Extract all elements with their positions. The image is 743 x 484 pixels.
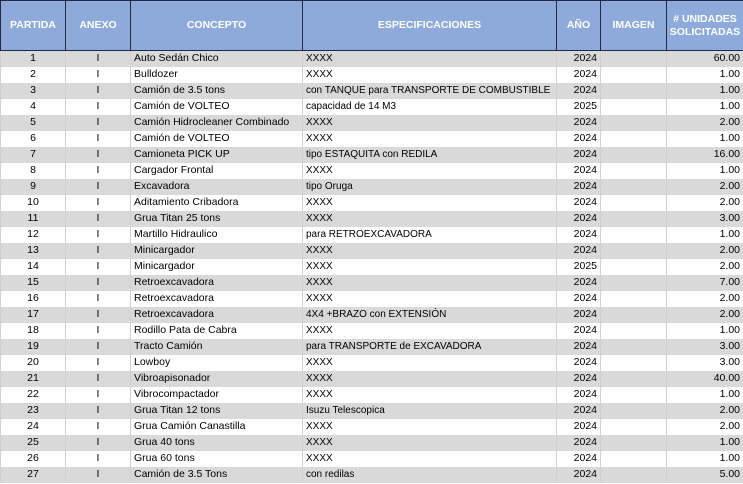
cell-anexo[interactable]: I bbox=[66, 355, 131, 371]
header-unidades-line1: # UNIDADES bbox=[673, 12, 737, 25]
header-unidades-line2: SOLICITADAS bbox=[669, 25, 741, 38]
header-partida: PARTIDA bbox=[1, 1, 66, 51]
cell-anexo[interactable]: I bbox=[66, 115, 131, 131]
cell-anexo[interactable]: I bbox=[66, 67, 131, 83]
cell-partida[interactable]: 12 bbox=[1, 227, 66, 243]
table-row bbox=[1, 131, 743, 147]
cell-anio[interactable]: 2025 bbox=[557, 259, 601, 275]
cell-concepto[interactable]: Vibrocompactador bbox=[131, 387, 303, 403]
cell-concepto[interactable]: Aditamiento Cribadora bbox=[131, 195, 303, 211]
table-row bbox=[1, 147, 743, 163]
cell-partida[interactable]: 3 bbox=[1, 83, 66, 99]
header-imagen: IMAGEN bbox=[601, 1, 667, 51]
cell-unidades[interactable]: 1.00 bbox=[667, 67, 743, 83]
cell-anio[interactable]: 2024 bbox=[557, 403, 601, 419]
cell-concepto[interactable]: Bulldozer bbox=[131, 67, 303, 83]
cell-especificaciones[interactable]: XXXX bbox=[303, 131, 557, 147]
cell-concepto[interactable]: Camión de VOLTEO bbox=[131, 131, 303, 147]
cell-unidades[interactable]: 2.00 bbox=[667, 403, 743, 419]
cell-especificaciones[interactable]: para TRANSPORTE de EXCAVADORA bbox=[303, 339, 557, 355]
table-row bbox=[1, 451, 743, 467]
cell-especificaciones[interactable]: XXXX bbox=[303, 355, 557, 371]
table-row bbox=[1, 387, 743, 403]
cell-imagen[interactable] bbox=[601, 387, 667, 403]
cell-unidades[interactable]: 2.00 bbox=[667, 419, 743, 435]
cell-unidades[interactable]: 16.00 bbox=[667, 147, 743, 163]
cell-anexo[interactable]: I bbox=[66, 163, 131, 179]
table-row bbox=[1, 259, 743, 275]
cell-unidades[interactable]: 1.00 bbox=[667, 435, 743, 451]
cell-unidades[interactable]: 2.00 bbox=[667, 179, 743, 195]
table-row bbox=[1, 83, 743, 99]
header-especificaciones: ESPECIFICACIONES bbox=[303, 1, 557, 51]
header-concepto: CONCEPTO bbox=[131, 1, 303, 51]
table-row bbox=[1, 339, 743, 355]
cell-imagen[interactable] bbox=[601, 291, 667, 307]
cell-partida[interactable]: 4 bbox=[1, 99, 66, 115]
cell-concepto[interactable]: Lowboy bbox=[131, 355, 303, 371]
cell-especificaciones[interactable]: XXXX bbox=[303, 195, 557, 211]
cell-anio[interactable]: 2024 bbox=[557, 371, 601, 387]
cell-anio[interactable]: 2024 bbox=[557, 291, 601, 307]
cell-especificaciones[interactable]: tipo Oruga bbox=[303, 179, 557, 195]
header-unidades bbox=[667, 1, 743, 51]
table-body bbox=[1, 51, 743, 483]
cell-anexo[interactable]: I bbox=[66, 131, 131, 147]
cell-imagen[interactable] bbox=[601, 323, 667, 339]
cell-anio[interactable]: 2024 bbox=[557, 83, 601, 99]
cell-imagen[interactable] bbox=[601, 83, 667, 99]
cell-anexo[interactable]: I bbox=[66, 99, 131, 115]
cell-partida[interactable]: 24 bbox=[1, 419, 66, 435]
cell-anexo[interactable]: I bbox=[66, 371, 131, 387]
cell-concepto[interactable]: Retroexcavadora bbox=[131, 291, 303, 307]
cell-anio[interactable]: 2024 bbox=[557, 179, 601, 195]
cell-concepto[interactable]: Grua Camión Canastilla bbox=[131, 419, 303, 435]
cell-partida[interactable]: 6 bbox=[1, 131, 66, 147]
cell-partida[interactable]: 23 bbox=[1, 403, 66, 419]
cell-anio[interactable]: 2024 bbox=[557, 435, 601, 451]
cell-unidades[interactable]: 1.00 bbox=[667, 387, 743, 403]
cell-unidades[interactable]: 3.00 bbox=[667, 211, 743, 227]
cell-partida[interactable]: 21 bbox=[1, 371, 66, 387]
cell-unidades[interactable]: 60.00 bbox=[667, 51, 743, 67]
table-row bbox=[1, 307, 743, 323]
cell-anio[interactable]: 2024 bbox=[557, 115, 601, 131]
cell-anio[interactable]: 2024 bbox=[557, 195, 601, 211]
cell-partida[interactable]: 1 bbox=[1, 51, 66, 67]
cell-anio[interactable]: 2024 bbox=[557, 339, 601, 355]
cell-concepto[interactable]: Excavadora bbox=[131, 179, 303, 195]
cell-anexo[interactable]: I bbox=[66, 83, 131, 99]
cell-especificaciones[interactable]: XXXX bbox=[303, 451, 557, 467]
table-row bbox=[1, 179, 743, 195]
cell-unidades[interactable]: 1.00 bbox=[667, 99, 743, 115]
cell-concepto[interactable]: Vibroapisonador bbox=[131, 371, 303, 387]
cell-unidades[interactable]: 3.00 bbox=[667, 355, 743, 371]
cell-anexo[interactable]: I bbox=[66, 195, 131, 211]
cell-anio[interactable]: 2024 bbox=[557, 467, 601, 483]
cell-concepto[interactable]: Retroexcavadora bbox=[131, 275, 303, 291]
cell-concepto[interactable]: Minicargador bbox=[131, 259, 303, 275]
cell-unidades[interactable]: 1.00 bbox=[667, 227, 743, 243]
cell-anexo[interactable]: I bbox=[66, 387, 131, 403]
cell-unidades[interactable]: 7.00 bbox=[667, 275, 743, 291]
cell-unidades[interactable]: 2.00 bbox=[667, 307, 743, 323]
cell-anexo[interactable]: I bbox=[66, 243, 131, 259]
cell-especificaciones[interactable]: XXXX bbox=[303, 115, 557, 131]
cell-imagen[interactable] bbox=[601, 467, 667, 483]
cell-anio[interactable]: 2024 bbox=[557, 147, 601, 163]
cell-anexo[interactable]: I bbox=[66, 323, 131, 339]
cell-partida[interactable]: 8 bbox=[1, 163, 66, 179]
cell-concepto[interactable]: Grua Titan 25 tons bbox=[131, 211, 303, 227]
cell-especificaciones[interactable]: XXXX bbox=[303, 419, 557, 435]
cell-imagen[interactable] bbox=[601, 259, 667, 275]
header-anexo: ANEXO bbox=[66, 1, 131, 51]
cell-anio[interactable]: 2025 bbox=[557, 99, 601, 115]
cell-anexo[interactable]: I bbox=[66, 211, 131, 227]
cell-partida[interactable]: 15 bbox=[1, 275, 66, 291]
cell-anexo[interactable]: I bbox=[66, 147, 131, 163]
cell-imagen[interactable] bbox=[601, 451, 667, 467]
cell-partida[interactable]: 11 bbox=[1, 211, 66, 227]
table-row bbox=[1, 275, 743, 291]
cell-imagen[interactable] bbox=[601, 307, 667, 323]
cell-unidades[interactable]: 2.00 bbox=[667, 259, 743, 275]
cell-anio[interactable]: 2024 bbox=[557, 323, 601, 339]
cell-partida[interactable]: 14 bbox=[1, 259, 66, 275]
cell-especificaciones[interactable]: XXXX bbox=[303, 371, 557, 387]
cell-especificaciones[interactable]: con redilas bbox=[303, 467, 557, 483]
cell-imagen[interactable] bbox=[601, 243, 667, 259]
cell-concepto[interactable]: Grua 60 tons bbox=[131, 451, 303, 467]
table-row bbox=[1, 211, 743, 227]
cell-anio[interactable]: 2024 bbox=[557, 67, 601, 83]
cell-imagen[interactable] bbox=[601, 147, 667, 163]
cell-anexo[interactable]: I bbox=[66, 259, 131, 275]
cell-concepto[interactable]: Minicargador bbox=[131, 243, 303, 259]
cell-imagen[interactable] bbox=[601, 211, 667, 227]
cell-imagen[interactable] bbox=[601, 403, 667, 419]
cell-unidades[interactable]: 1.00 bbox=[667, 131, 743, 147]
cell-imagen[interactable] bbox=[601, 371, 667, 387]
cell-partida[interactable]: 26 bbox=[1, 451, 66, 467]
cell-anio[interactable]: 2024 bbox=[557, 243, 601, 259]
cell-anexo[interactable]: I bbox=[66, 227, 131, 243]
cell-partida[interactable]: 13 bbox=[1, 243, 66, 259]
cell-anexo[interactable]: I bbox=[66, 467, 131, 483]
cell-unidades[interactable]: 1.00 bbox=[667, 451, 743, 467]
cell-especificaciones[interactable]: XXXX bbox=[303, 275, 557, 291]
cell-unidades[interactable]: 2.00 bbox=[667, 115, 743, 131]
table-row bbox=[1, 419, 743, 435]
cell-unidades[interactable]: 3.00 bbox=[667, 339, 743, 355]
cell-especificaciones[interactable]: XXXX bbox=[303, 211, 557, 227]
cell-anexo[interactable]: I bbox=[66, 179, 131, 195]
cell-concepto[interactable]: Grua 40 tons bbox=[131, 435, 303, 451]
cell-anio[interactable]: 2024 bbox=[557, 227, 601, 243]
cell-unidades[interactable]: 5.00 bbox=[667, 467, 743, 483]
cell-especificaciones[interactable]: 4X4 +BRAZO con EXTENSIÓN bbox=[303, 307, 557, 323]
cell-partida[interactable]: 20 bbox=[1, 355, 66, 371]
cell-partida[interactable]: 9 bbox=[1, 179, 66, 195]
table-row bbox=[1, 435, 743, 451]
table-row bbox=[1, 51, 743, 67]
cell-concepto[interactable]: Tracto Camión bbox=[131, 339, 303, 355]
cell-imagen[interactable] bbox=[601, 99, 667, 115]
cell-anexo[interactable]: I bbox=[66, 339, 131, 355]
cell-imagen[interactable] bbox=[601, 419, 667, 435]
cell-partida[interactable]: 25 bbox=[1, 435, 66, 451]
cell-partida[interactable]: 10 bbox=[1, 195, 66, 211]
cell-especificaciones[interactable]: XXXX bbox=[303, 243, 557, 259]
cell-especificaciones[interactable]: XXXX bbox=[303, 163, 557, 179]
cell-anio[interactable]: 2024 bbox=[557, 387, 601, 403]
cell-imagen[interactable] bbox=[601, 131, 667, 147]
table-row bbox=[1, 403, 743, 419]
table-row bbox=[1, 323, 743, 339]
table-row bbox=[1, 243, 743, 259]
table-row bbox=[1, 115, 743, 131]
cell-especificaciones[interactable]: XXXX bbox=[303, 259, 557, 275]
cell-especificaciones[interactable]: XXXX bbox=[303, 435, 557, 451]
cell-partida[interactable]: 5 bbox=[1, 115, 66, 131]
cell-especificaciones[interactable]: para RETROEXCAVADORA bbox=[303, 227, 557, 243]
cell-unidades[interactable]: 1.00 bbox=[667, 163, 743, 179]
cell-concepto[interactable]: Rodillo Pata de Cabra bbox=[131, 323, 303, 339]
cell-anio[interactable]: 2024 bbox=[557, 451, 601, 467]
cell-imagen[interactable] bbox=[601, 67, 667, 83]
cell-unidades[interactable]: 40.00 bbox=[667, 371, 743, 387]
table-row bbox=[1, 371, 743, 387]
cell-especificaciones[interactable]: XXXX bbox=[303, 387, 557, 403]
table-row bbox=[1, 227, 743, 243]
cell-anexo[interactable]: I bbox=[66, 275, 131, 291]
table-row bbox=[1, 291, 743, 307]
cell-imagen[interactable] bbox=[601, 339, 667, 355]
cell-anio[interactable]: 2024 bbox=[557, 163, 601, 179]
table-row bbox=[1, 467, 743, 483]
cell-anexo[interactable]: I bbox=[66, 451, 131, 467]
cell-especificaciones[interactable]: tipo ESTAQUITA con REDILA bbox=[303, 147, 557, 163]
cell-partida[interactable]: 17 bbox=[1, 307, 66, 323]
cell-concepto[interactable]: Camioneta PICK UP bbox=[131, 147, 303, 163]
cell-anio[interactable]: 2024 bbox=[557, 211, 601, 227]
table-row bbox=[1, 99, 743, 115]
cell-especificaciones[interactable]: XXXX bbox=[303, 323, 557, 339]
header-anio: AÑO bbox=[557, 1, 601, 51]
table-row bbox=[1, 355, 743, 371]
cell-partida[interactable]: 7 bbox=[1, 147, 66, 163]
cell-partida[interactable]: 18 bbox=[1, 323, 66, 339]
cell-especificaciones[interactable]: XXXX bbox=[303, 291, 557, 307]
cell-concepto[interactable]: Retroexcavadora bbox=[131, 307, 303, 323]
cell-imagen[interactable] bbox=[601, 163, 667, 179]
cell-anexo[interactable]: I bbox=[66, 403, 131, 419]
cell-imagen[interactable] bbox=[601, 435, 667, 451]
cell-imagen[interactable] bbox=[601, 115, 667, 131]
cell-concepto[interactable]: Camión Hidrocleaner Combinado bbox=[131, 115, 303, 131]
cell-especificaciones[interactable]: XXXX bbox=[303, 67, 557, 83]
table-header bbox=[1, 1, 743, 51]
cell-unidades[interactable]: 2.00 bbox=[667, 243, 743, 259]
cell-especificaciones[interactable]: con TANQUE para TRANSPORTE DE COMBUSTIBLE bbox=[303, 83, 557, 99]
cell-concepto[interactable]: Camión de 3.5 Tons bbox=[131, 467, 303, 483]
cell-concepto[interactable]: Cargador Frontal bbox=[131, 163, 303, 179]
cell-anexo[interactable]: I bbox=[66, 291, 131, 307]
cell-unidades[interactable]: 2.00 bbox=[667, 291, 743, 307]
cell-concepto[interactable]: Grua Titan 12 tons bbox=[131, 403, 303, 419]
table-row bbox=[1, 67, 743, 83]
cell-imagen[interactable] bbox=[601, 227, 667, 243]
cell-anio[interactable]: 2024 bbox=[557, 355, 601, 371]
cell-concepto[interactable]: Camión de 3.5 tons bbox=[131, 83, 303, 99]
header-row bbox=[1, 1, 743, 51]
cell-unidades[interactable]: 1.00 bbox=[667, 83, 743, 99]
cell-anexo[interactable]: I bbox=[66, 419, 131, 435]
cell-partida[interactable]: 22 bbox=[1, 387, 66, 403]
cell-imagen[interactable] bbox=[601, 179, 667, 195]
cell-concepto[interactable]: Auto Sedán Chico bbox=[131, 51, 303, 67]
cell-especificaciones[interactable]: XXXX bbox=[303, 51, 557, 67]
cell-partida[interactable]: 27 bbox=[1, 467, 66, 483]
cell-anexo[interactable]: I bbox=[66, 435, 131, 451]
cell-concepto[interactable]: Martillo Hidraulico bbox=[131, 227, 303, 243]
cell-imagen[interactable] bbox=[601, 275, 667, 291]
cell-partida[interactable]: 19 bbox=[1, 339, 66, 355]
cell-imagen[interactable] bbox=[601, 195, 667, 211]
cell-imagen[interactable] bbox=[601, 355, 667, 371]
cell-unidades[interactable]: 2.00 bbox=[667, 195, 743, 211]
cell-concepto[interactable]: Camión de VOLTEO bbox=[131, 99, 303, 115]
cell-anio[interactable]: 2024 bbox=[557, 419, 601, 435]
cell-anio[interactable]: 2024 bbox=[557, 51, 601, 67]
cell-partida[interactable]: 16 bbox=[1, 291, 66, 307]
table-row bbox=[1, 195, 743, 211]
cell-anexo[interactable]: I bbox=[66, 307, 131, 323]
cell-anio[interactable]: 2024 bbox=[557, 307, 601, 323]
cell-especificaciones[interactable]: Isuzu Telescopica bbox=[303, 403, 557, 419]
cell-anexo[interactable]: I bbox=[66, 51, 131, 67]
cell-anio[interactable]: 2024 bbox=[557, 131, 601, 147]
cell-especificaciones[interactable]: capacidad de 14 M3 bbox=[303, 99, 557, 115]
cell-imagen[interactable] bbox=[601, 51, 667, 67]
cell-unidades[interactable]: 1.00 bbox=[667, 323, 743, 339]
table-row bbox=[1, 163, 743, 179]
cell-anio[interactable]: 2024 bbox=[557, 275, 601, 291]
cell-partida[interactable]: 2 bbox=[1, 67, 66, 83]
